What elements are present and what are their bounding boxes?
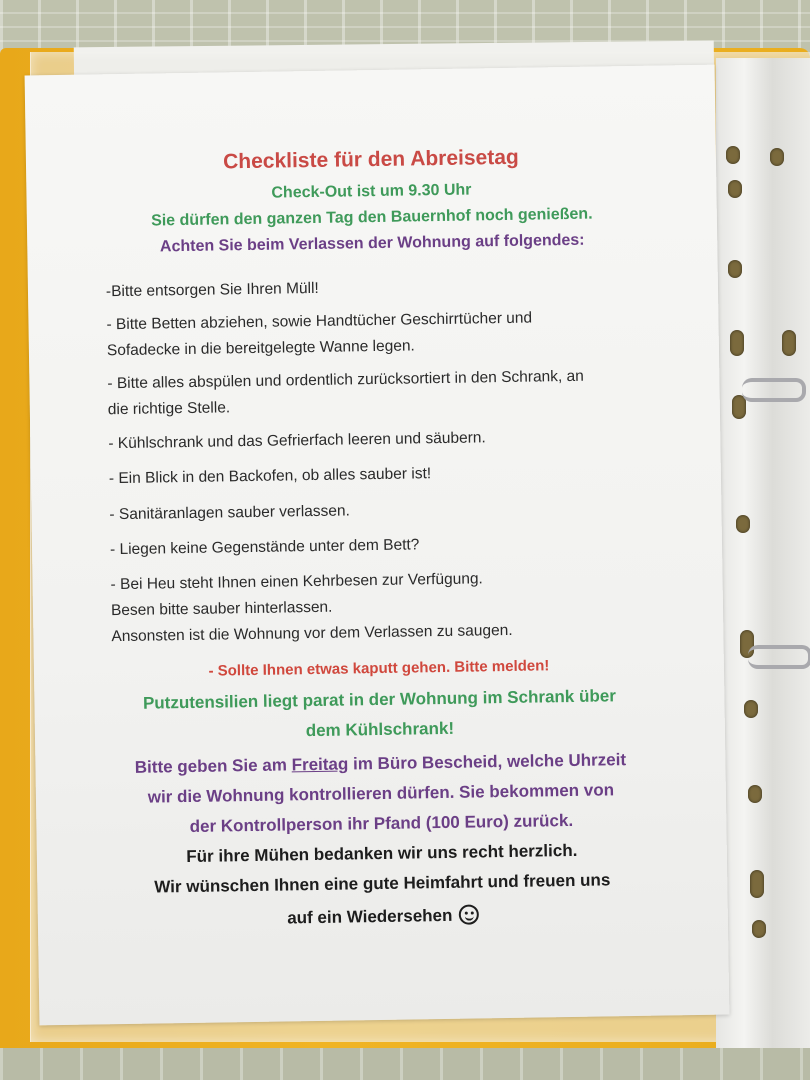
wish-text: auf ein Wiedersehen	[287, 905, 453, 928]
office-line-3: der Kontrollperson ihr Pfand (100 Euro) zurück.	[189, 810, 574, 836]
checklist-item: Ansonsten ist die Wohnung vor dem Verlassen zu saugen.	[111, 621, 513, 646]
broken-notice: - Sollte Ihnen etwas kaputt gehen. Bitte melden!	[208, 657, 550, 680]
checklist-item: Besen bitte sauber hinterlassen.	[110, 598, 333, 620]
punch-hole	[748, 785, 762, 803]
document-title: Checkliste für den Abreisetag	[222, 145, 519, 174]
checklist-item: - Bitte alles abspülen und ordentlich zurücksortiert in den Schrank, an	[107, 367, 584, 393]
punch-hole	[728, 180, 742, 198]
punch-hole	[744, 700, 758, 718]
punch-hole	[750, 870, 764, 898]
supplies-line-2: dem Kühlschrank!	[305, 718, 455, 741]
punch-hole	[728, 260, 742, 278]
wish-line-2	[38, 901, 728, 933]
attention-note: Achten Sie beim Verlassen der Wohnung auf folgendes:	[159, 231, 585, 256]
office-text-c: im Büro Bescheid, welche Uhrzeit	[348, 750, 627, 774]
office-line-2: wir die Wohnung kontrollieren dürfen. Sie bekommen von	[147, 780, 615, 807]
binder-ring	[748, 645, 810, 669]
checklist-item: -Bitte entsorgen Sie Ihren Müll!	[105, 279, 319, 301]
office-weekday: Freitag	[291, 754, 349, 775]
punch-hole	[752, 920, 766, 938]
checklist-item: - Bei Heu steht Ihnen einen Kehrbesen zur Verfügung.	[110, 570, 483, 594]
smiley-face-icon	[458, 904, 478, 924]
office-text-a: Bitte geben Sie am	[134, 755, 292, 777]
checklist-item: - Bitte Betten abziehen, sowie Handtücher Geschirrtücher und	[106, 309, 533, 334]
punch-hole	[730, 330, 744, 356]
checkout-time: Check-Out ist um 9.30 Uhr	[271, 181, 472, 202]
checklist-item: - Kühlschrank und das Gefrierfach leeren und säubern.	[108, 429, 486, 453]
checklist-item: - Sanitäranlagen sauber verlassen.	[109, 502, 351, 524]
enjoy-note: Sie dürfen den ganzen Tag den Bauernhof noch genießen.	[150, 205, 593, 230]
punch-hole	[726, 146, 740, 164]
supplies-line-1: Putzutensilien liegt parat in der Wohnung im Schrank über	[142, 686, 616, 713]
office-line-1	[35, 749, 725, 780]
checklist-item: - Ein Blick in den Backofen, ob alles sauber ist!	[108, 465, 432, 488]
checklist-item: die richtige Stelle.	[107, 399, 231, 419]
checklist-sheet	[25, 65, 730, 1026]
punch-holes	[722, 140, 802, 960]
thanks-line: Für ihre Mühen bedanken wir uns recht herzlich.	[186, 840, 578, 867]
checklist-item: - Liegen keine Gegenstände unter dem Bett?	[109, 536, 420, 559]
punch-hole	[770, 148, 784, 166]
binder-ring	[742, 378, 806, 402]
punch-hole	[736, 515, 750, 533]
punch-hole	[782, 330, 796, 356]
wish-line-1: Wir wünschen Ihnen eine gute Heimfahrt und freuen uns	[154, 870, 611, 897]
checklist-item: Sofadecke in die bereitgelegte Wanne legen.	[106, 337, 415, 360]
